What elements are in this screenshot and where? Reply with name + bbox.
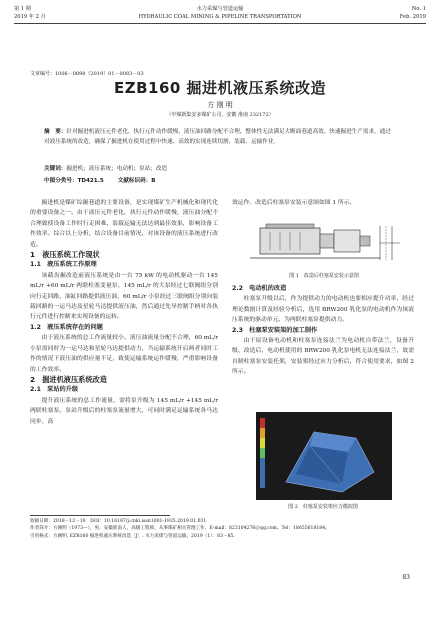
section-1-1-heading: 1.1 液压系统工作原理 [30,261,97,269]
section-2-1-text: 提升液压系统的总工作流量，需将泵升级为 145 mL/r +145 mL/r 两联柱塞泵。泵站升级后的柱塞泵流量增大，可同时满足运输系统各马达同步、高 [30,397,218,425]
clc-number: 中图分类号：TD421.5 [44,178,104,184]
journal-cn: 水力采煤与管道运输 [196,6,244,12]
section-1-heading: 1 液压系统工作现状 [30,250,100,260]
figure-2 [256,412,392,500]
section-2-heading: 2 掘进机液压系统改造 [30,374,107,384]
keywords [44,164,167,172]
author: 方 刚 明 [207,101,233,109]
article-number: 文章编号：1006－0898（2019）01－0083－03 [30,71,144,77]
intro-paragraph: 掘进机是煤矿综掘巷道的主要设备，是实现煤矿生产机械化和现代化的重要设备之一。由于液压元件老化，执行元件动作缓慢，液压油分配不合理致使设备工作时行走困难、装载运输无法达到最佳效果，影响设备工作效率。综合以上分析，结合设备目前情况，对该设备的液压系统进行改造。 [30,200,218,248]
section-2-3-text: 由于原设备电动机和柱塞泵连接法兰为电动机自带法兰，设备升级、改造后，电动机使用的 BRW200 乳化泵电机无法连接法兰，故需自制柱塞泵安装托架，安装架经过应力分析后，符合使用要求，如图 2 所示。 [232,338,414,376]
section-2-2-heading: 2.2 电动机的改造 [232,285,287,292]
affiliation: （中煤新集安多煤矿公司，安徽 淮南 232172） [166,112,274,118]
header-rule [14,23,426,24]
classification [44,176,156,184]
pump-installation-drawing [240,218,408,268]
keywords-text: 掘进机；液压系统；电动机；泵站；改造 [66,166,168,172]
section-1-2-heading: 1.2 液压系统存在的问题 [30,323,103,331]
journal-en: HYDRAULIC COAL MINING & PIPELINE TRANSPORTATION [138,14,302,20]
section-2-2-text: 柱塞泵升级以后，作为提供动力的电动机也要相应提升功率，经过理论数据计算及经验分析后，选用 BRW200 乳化泵的电动机作为该液压系统的驱动单元，为两联柱塞泵提供动力。 [232,296,414,324]
footnotes [30,518,410,540]
issue-cn: 第 1 期 [14,6,31,12]
date-en: Feb. 2019 [399,14,426,20]
right-column [232,198,414,208]
issue-no: No. 1 [411,6,426,12]
figure-2-caption: 图 2 柱塞泵安装架应力模拟图 [288,504,358,510]
footnote-rule [30,515,170,516]
footnote-received-doi: 收稿日期：2018－12－10 DOI：10.16187/j.cnki.issn1001-1935.2019.01.031 [30,519,207,524]
right-top-text: 效运作。改造后柱塞泵安装示意图如图 1 所示。 [232,200,356,206]
doc-code: 文献标识码：B [117,178,156,184]
date-cn: 2019 年 2 月 [14,14,46,20]
right-column-lower [232,284,414,378]
section-1-2-text: 由于液压系统的总工作流量较小、液压油流量分配不合理，60 mL/r 小泵需同时为一运马达和星轮马达提供动力，当运输系统开启两者同时工作的情况下液压油的供应量不足，致使运输系统运作缓慢，严重影响设备的工作效率。 [30,335,218,373]
section-1-1-text: 该截齿掘改造前液压系统是由一台 75 kW 的电动机驱动一台 145 mL/r +60 mL/r 两联柱塞变量泵，145 mL/r 的大泵经过七联阀组分别向行走回路、油缸回路提供液压油，60 mL/r 小泵经过三联阀组分别向装载回路的一运马达及星轮马达提供液压油，然后通过先导控制手柄对各执行元件进行控制来实现设备的运转。 [30,272,218,321]
footnote-citation: 引用格式：方刚明. EZB160 掘进机液压系统改造［J］. 水力采煤与管道运输，2019（1）：83－85. [30,533,235,539]
abstract-text: 针对掘进机液压元件老化、执行元件动作缓慢、液压油回路分配不合理，整体性无法满足大断面巷道高效、快速掘进生产需求，通过对液压系统的改造，确保了掘进机在使用过程中快速、高效的实现连续切割、装载、运输作业。 [44,129,391,146]
stress-simulation-image [256,412,392,500]
left-column [30,198,218,427]
abstract-label: 摘 要： [44,129,67,135]
abstract [44,127,396,148]
keywords-label: 关键词： [44,166,67,172]
section-2-3-heading: 2.3 柱塞泵安装架的加工制作 [232,326,318,334]
figure-1 [240,218,408,268]
paper-title: EZB160 掘进机液压系统改造 [113,79,327,97]
figure-1-caption: 图 1 改造后柱塞泵安装示意图 [289,273,359,279]
footnote-author: 作者简介：方刚明（1973—），男，安徽淮南人，高级工程师，从事煤矿相关管理工作。E-mail：823104276＠qq.com。Tel：18655618184。 [30,526,330,532]
section-2-1-heading: 2.1 泵站的升级 [30,386,79,394]
page-number: 83 [402,574,410,581]
